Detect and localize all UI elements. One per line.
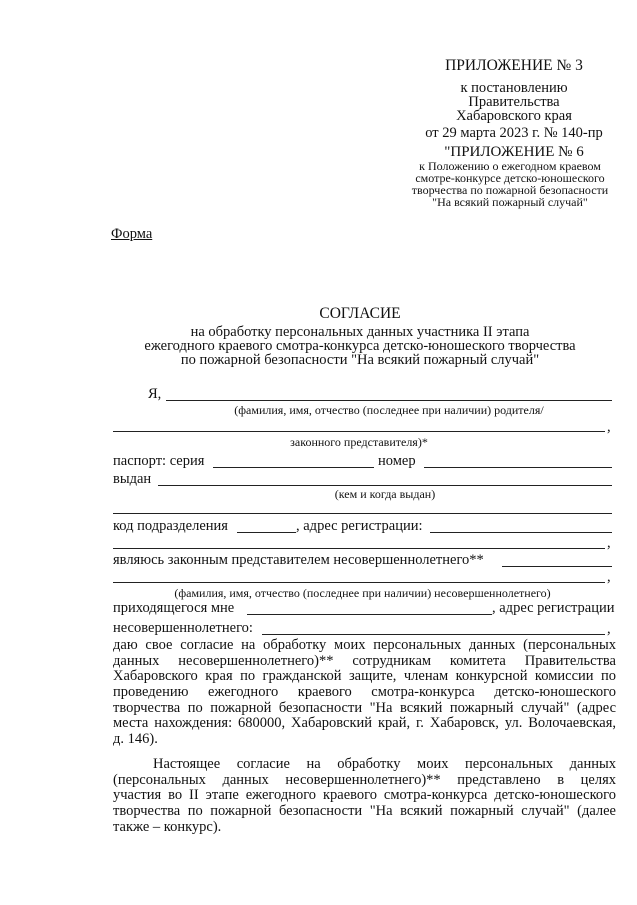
purpose-line: также – конкурс). <box>113 818 222 835</box>
reg-address-field-2[interactable] <box>113 548 605 549</box>
issued-label: выдан <box>113 471 152 487</box>
relation-field[interactable] <box>247 614 492 615</box>
title-line-3: по пожарной безопасности "На всякий пожарный случай" <box>180 352 540 368</box>
minor-address-label: несовершеннолетнего: <box>113 620 253 636</box>
issued-field-2[interactable] <box>113 513 612 514</box>
minor-name-field-2[interactable] <box>113 582 605 583</box>
consent-line: д. 146). <box>113 731 158 748</box>
reg-address-label: , адрес регистрации: <box>296 518 423 534</box>
consent-line: даю свое согласие на обработку моих персональных данных (персональных <box>113 637 616 653</box>
passport-series-field[interactable] <box>213 467 374 468</box>
division-code-field[interactable] <box>237 532 296 533</box>
purpose-paragraph <box>113 757 616 835</box>
regulation-line-1: к Положению о ежегодном краевом <box>419 159 601 173</box>
legal-rep-label: являюсь законным представителем несовершеннолетнего** <box>113 552 484 568</box>
purpose-line: (персональных данных несовершеннолетнего)** представлено в целях <box>113 771 616 788</box>
passport-number-label: номер <box>378 453 416 469</box>
consent-line: проведению ежегодного краевого смотра-конкурса детско-юношеского <box>113 684 616 701</box>
comma: , <box>607 419 611 435</box>
decree-date: от 29 марта 2023 г. № 140-пр <box>425 125 603 141</box>
minor-name-hint: (фамилия, имя, отчество (последнее при наличии) несовершеннолетнего) <box>174 586 551 600</box>
parent-name-hint: (фамилия, имя, отчество (последнее при наличии) родителя/ <box>234 403 544 417</box>
minor-address-field[interactable] <box>262 634 605 635</box>
document-title: СОГЛАСИЕ <box>319 305 401 322</box>
comma-2: , <box>607 535 611 551</box>
government-label: Правительства <box>468 94 560 110</box>
consent-line: места нахождения: 680000, Хабаровский край, г. Хабаровск, ул. Волочаевская, <box>113 715 616 732</box>
parent-name-field[interactable] <box>166 400 612 401</box>
comma-3: , <box>607 569 611 585</box>
purpose-line: участия во II этапе ежегодного краевого смотра-конкурса детско-юношеского <box>113 787 616 804</box>
consent-line: данных несовершеннолетнего)** сотрудникам комитета Правительства <box>113 652 616 669</box>
appendix-3-title: ПРИЛОЖЕНИЕ № 3 <box>445 57 583 74</box>
reg-address-field[interactable] <box>430 532 612 533</box>
consent-line: творчества по пожарной безопасности "На всякий пожарный случай" (адрес <box>113 699 616 716</box>
minor-name-field[interactable] <box>502 566 612 567</box>
regulation-line-3: творчества по пожарной безопасности <box>411 183 609 197</box>
ya-label: Я, <box>148 386 162 402</box>
regulation-line-4: "На всякий пожарный случай" <box>432 195 588 209</box>
relation-label: приходящегося мне <box>113 600 235 616</box>
comma-4: , <box>607 621 611 637</box>
purpose-line: творчества по пожарной безопасности "На всякий пожарный случай" (далее <box>113 803 616 820</box>
reg-address-label-2: , адрес регистрации <box>492 600 615 616</box>
title-line-2: ежегодного краевого смотра-конкурса детско-юношеского творчества <box>144 338 576 354</box>
passport-number-field[interactable] <box>424 467 612 468</box>
passport-series-label: паспорт: серия <box>113 453 205 469</box>
parent-name-field-2[interactable] <box>113 431 605 432</box>
purpose-line: Настоящее согласие на обработку моих персональных данных <box>153 756 616 772</box>
consent-paragraph <box>113 638 616 748</box>
region-label: Хабаровского края <box>456 108 572 124</box>
issued-hint: (кем и когда выдан) <box>334 487 436 501</box>
form-label: Форма <box>111 226 153 242</box>
consent-line: Хабаровского края по гражданской защите, членам конкурсной комиссии по <box>113 668 616 685</box>
regulation-line-2: смотре-конкурсе детско-юношеского <box>415 171 605 185</box>
to-decree-label: к постановлению <box>460 80 568 96</box>
legal-rep-hint: законного представителя)* <box>290 435 428 449</box>
division-code-label: код подразделения <box>113 518 228 534</box>
appendix-6-title: "ПРИЛОЖЕНИЕ № 6 <box>444 144 584 160</box>
title-line-1: на обработку персональных данных участника II этапа <box>190 324 530 340</box>
issued-field[interactable] <box>158 485 612 486</box>
